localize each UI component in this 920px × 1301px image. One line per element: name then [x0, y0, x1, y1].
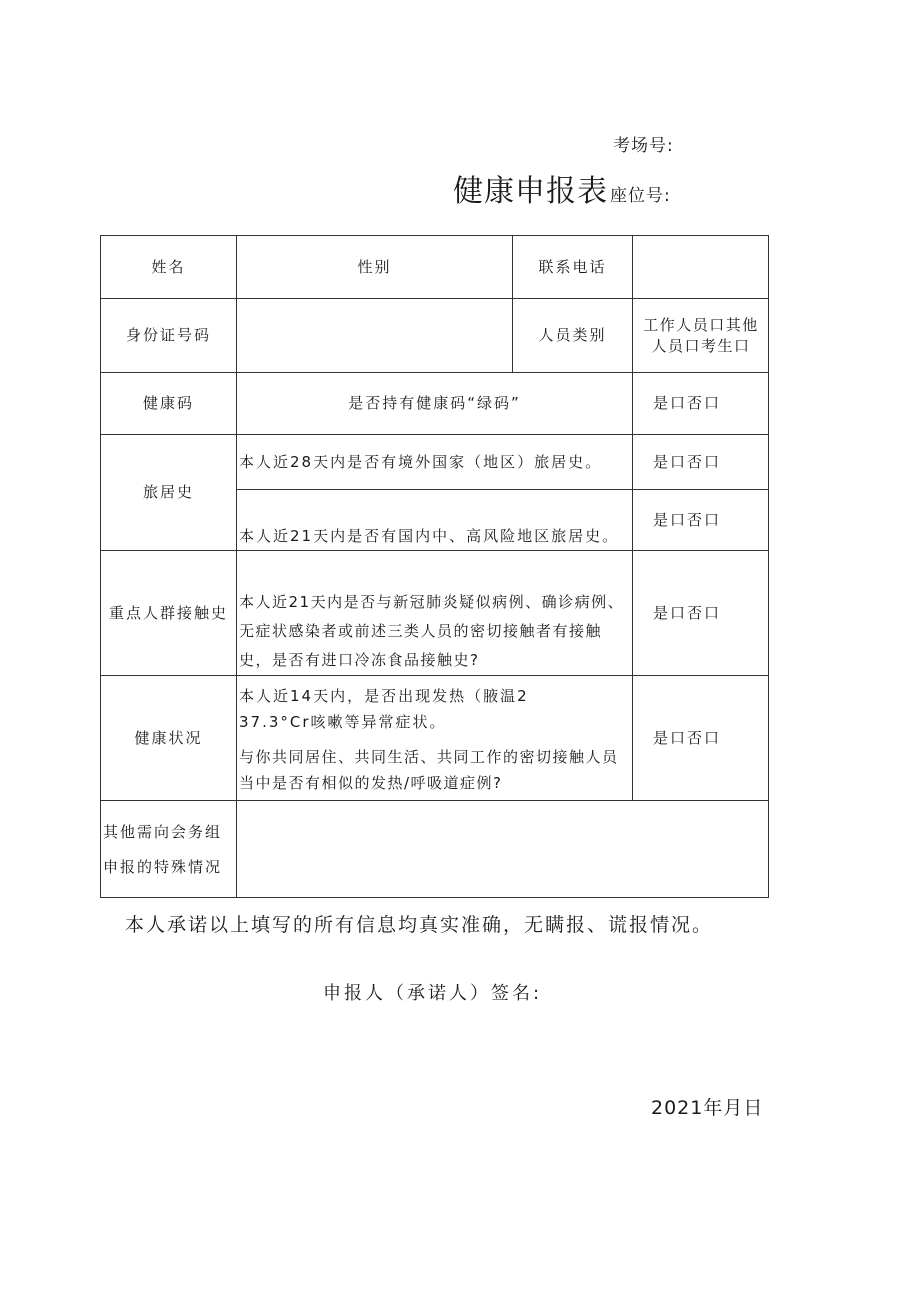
table-border-bottom — [100, 897, 769, 898]
person-type-label: 人员类别 — [538, 326, 607, 344]
page-title: 健康申报表 — [453, 174, 608, 209]
gender-label: 性别 — [357, 257, 392, 276]
title-row — [453, 166, 671, 210]
health-yes-no[interactable]: 是口否口 — [652, 728, 721, 747]
name-label: 姓名 — [151, 257, 186, 276]
phone-label: 联系电话 — [538, 257, 607, 276]
travel-question-1: 本人近28天内是否有境外国家（地区）旅居史。 — [239, 452, 603, 471]
health-question-2: 与你共同居住、共同生活、共同工作的密切接触人员当中是否有相似的发热/呼吸道症例? — [239, 748, 619, 792]
signature-label: 申报人（承诺人）签名: — [323, 983, 543, 1004]
health-question-1-line-2: 37.3°Cr咳嗽等异常症状。 — [239, 713, 447, 731]
travel-question-2: 本人近21天内是否有国内中、高风险地区旅居史。 — [239, 527, 620, 545]
pledge-statement: 本人承诺以上填写的所有信息均真实准确，无瞒报、谎报情况。 — [125, 914, 714, 936]
contact-question: 本人近21天内是否与新冠肺炎疑似病例、确诊病例、无症状感染者或前述三类人员的密切接触者有接触史，是否有进口冷冻食品接触史? — [239, 593, 625, 669]
seat-label: 座位号: — [610, 186, 671, 206]
travel-1-yes-no[interactable]: 是口否口 — [652, 452, 721, 471]
health-code-question: 是否持有健康码“绿码” — [348, 394, 521, 412]
contact-yes-no[interactable]: 是口否口 — [652, 603, 721, 622]
health-question-1-line-1: 本人近14天内，是否出现发热（腋温2 — [239, 687, 529, 705]
travel-2-yes-no[interactable]: 是口否口 — [652, 510, 721, 529]
health-question-block — [239, 683, 631, 800]
other-label: 其他需向会务组申报的特殊情况 — [103, 823, 223, 876]
table-border-right — [768, 235, 769, 898]
table-col-1 — [236, 235, 237, 898]
exam-room-label: 考场号: — [613, 136, 674, 156]
health-code-label: 健康码 — [142, 394, 194, 412]
health-code-yes-no[interactable]: 是口否口 — [652, 394, 721, 412]
travel-label: 旅居史 — [142, 483, 194, 501]
date-label: 2021年月日 — [651, 1097, 764, 1119]
health-label: 健康状况 — [134, 728, 203, 747]
person-type-options[interactable]: 工作人员口其他人员口考生口 — [643, 315, 759, 355]
contact-label: 重点人群接触史 — [108, 603, 228, 622]
table-rule-6 — [100, 800, 769, 801]
id-label: 身份证号码 — [125, 326, 211, 344]
